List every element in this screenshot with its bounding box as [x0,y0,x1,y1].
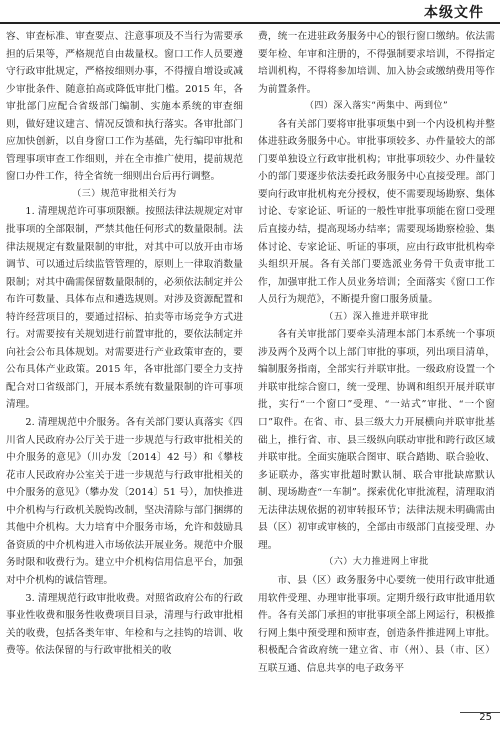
subsection-heading: （六）大力推进网上审批 [324,557,429,568]
subsection-heading: （四）深入落实“两集中、两到位” [304,101,449,112]
page-header [0,0,500,22]
paragraph: 1. 清理规范许可事项限额。按照法律法规规定对审批事项的全部限制，严禁其他任何形式的数量限制。法律法规规定有数量限制的审批，对其中可以放开由市场调节、可以通过后续监管管理的，原则上一律取消数量限制；对其中确需保留数量限制的，必须依法制定并公布许可数量、具体布点和遴选规则。对涉及资源配置和特许经营项目的，要通过招标、拍卖等市场竞争方式进行。对需要按有关规划进行前置审批的，要依法制定并向社会公布具体规划。对需要进行产业政策审查的，要公布具体产业政策。2015 年，各审批部门要全力支持配合对口省级部门，开展本系统有数量限制的许可事项清理。 [6,206,243,411]
section-title: 本级文件 [424,5,484,21]
right-column [258,28,495,713]
subsection-heading: （五）深入推进并联审批 [324,311,429,322]
subsection-heading: （三）规范审批相关行为 [72,188,177,199]
left-column [6,28,243,713]
paragraph: 容、审查标准、审查要点、注意事项及不当行为需要承担的后果等，严格规范自由裁量权。窗口工作人员要遵守行政审批规定，严格按细则办事，不得擅自增设或减少审批条件、随意拍高或降低审批门槛。2015 年，各审批部门应配合省级部门编制、实施本系统的审查细则，做好建议建言、情况反馈和执行落实。各审批部门应加快创新，以自身窗口工作为基础，先行编印审批和管理事项审查工作细则，并在全市推广使用，提前规范窗口办件工作，待全省统一细则出台后再行调整。 [6,31,243,183]
paragraph: 3. 清理规范行政审批收费。对照省政府公布的行政事业性收费和服务性收费项目目录，清理与行政审批相关的收费，包括各类年审、年检和与之挂钩的培训、收费等。依法保留的与行政审批相关的收 [6,592,243,657]
paragraph: 市、县（区）政务服务中心要统一使用行政审批通用软件受理、办理审批事项。定期升级行政审批通用软件。各有关部门承担的审批事项全部上网运行，积极推行网上集中预受理和预审查，创造条件推进网上审批。积极配合省政府统一建立省、市（州）、县（市、区）互联互通、信息共享的电子政务平 [258,574,495,674]
page-number: 25 [479,712,492,723]
header-rule [0,22,500,24]
paragraph: 2. 清理规范中介服务。各有关部门要认真落实《四川省人民政府办公厅关于进一步规范与行政审批相关的中介服务的意见》（川办发〔2014〕42 号）和《攀枝花市人民政府办公室关于进一步规范与行政审批相关的中介服务的意见》（攀办发〔2014〕51 号），加快推进中介机构与行政机关脱钩改制，坚决清除与部门捆绑的其他中介机构。大力培育中介服务市场，允许和鼓励具备资质的中介机构进入市场依法开展业务。规范中介服务时限和收费行为。建立中介机构信用信息平台，加强对中介机构的诚信管理。 [6,417,243,586]
paragraph: 各有关部门要将审批事项集中到一个内设机构并整体进驻政务服务中心。审批事项较多、办件量较大的部门要单独设立行政审批机构；审批事项较少、办件量较小的部门要逐步依法委托政务服务中心直接受理。部门要向行政审批机构充分授权，使不需要现场勘察、集体讨论、专家论证、听证的一般性审批事项能在窗口受理后直接办结，提高现场办结率；需要现场勘察检验、集体讨论、专家论证、听证的事项，应由行政审批机构牵头组织开展。各有关部门要选派业务骨干负责审批工作，加强审批工作人员业务培训；全面落实《窗口工作人员行为规范》，不断提升窗口服务质量。 [258,118,495,306]
paragraph: 费，统一在进驻政务服务中心的银行窗口缴纳。依法需要年检、年审和注册的，不得强制要求培训，不得指定培训机构，不得将参加培训、加入协会或缴纳费用等作为前置条件。 [258,31,495,95]
paragraph: 各有关审批部门要牵头清理本部门本系统一个事项涉及两个及两个以上部门审批的事项，列出项目清单，编制服务指南，全部实行并联审批。一级政府设置一个并联审批综合窗口，统一受理、协调和组织开展并联审批，实行“一个窗口”受理、“一站式”审批、“一个窗口”取件。在省、市、县三级大力开展横向并联审批基础上，推行省、市、县三级纵向联动审批和跨行政区域并联审批。全面实施联合图审、联合踏勘、联合验收、多证联办，落实审批超时默认制、联合审批缺席默认制、现场勘查“一车制”。探索优化审批流程，清理取消无法律法规依据的初审转报环节；法律法规未明确需由县（区）初审或审核的，全部由市级部门直接受理、办理。 [258,329,495,551]
